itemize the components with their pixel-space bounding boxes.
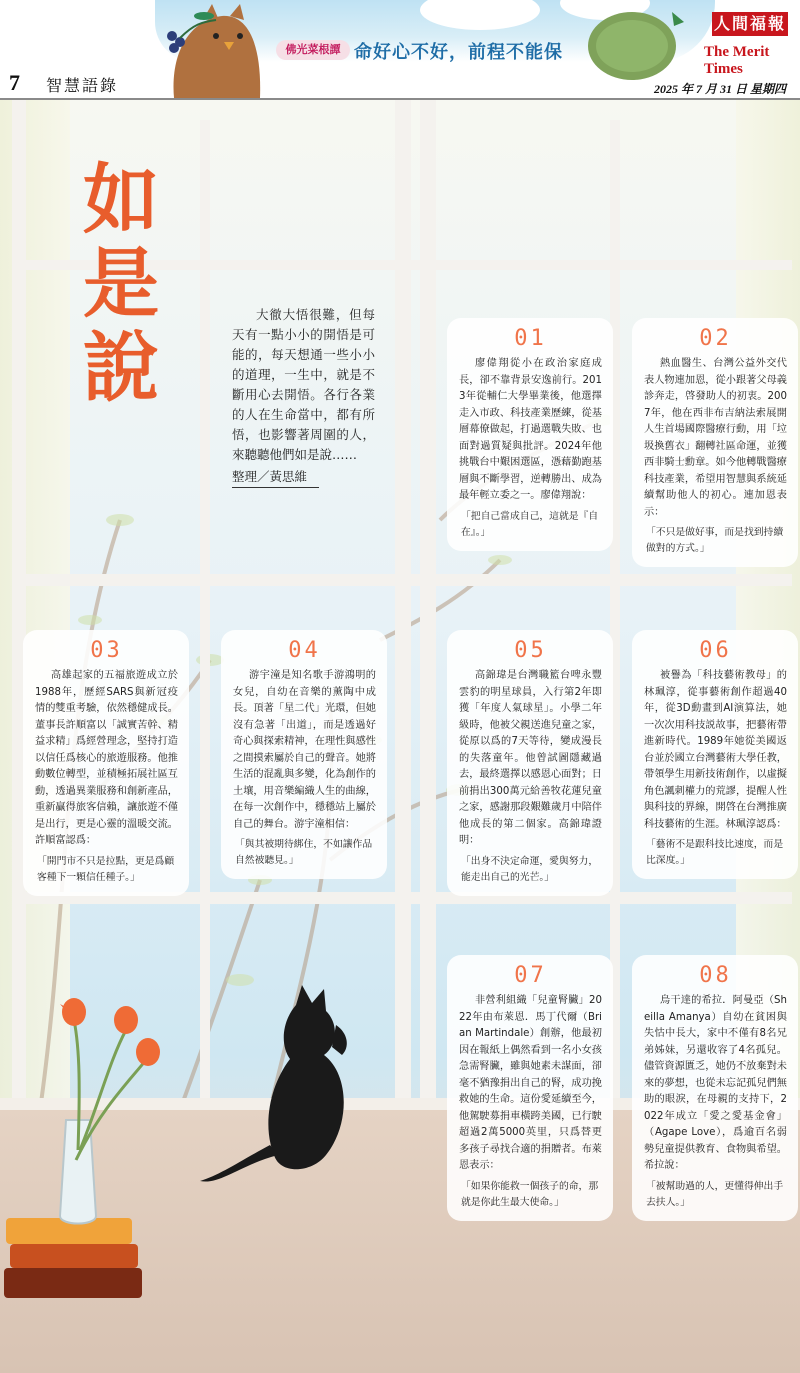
window-frame <box>12 574 792 586</box>
page-headline: 如是說 <box>83 155 159 412</box>
profile-card-03 <box>23 630 189 896</box>
card-body: 游宇潼是知名歌手游鴻明的女兒，自幼在音樂的薰陶中成長。頂著「星二代」光環，但她沒有急著「出道」，而是透過好奇心與探索精神，在理性與感性之間摸索屬於自己的聲音。她將生活的混亂與多變，化為創作的土壤，用音樂編織人生的曲線，在每一次創作中，穩穩站上屬於自己的舞台。游宇潼相信： <box>233 670 376 830</box>
card-number: 01 <box>514 326 547 351</box>
intro-text: 大徹大悟很難，但每天有一點小小的開悟是可能的，每天想通一些小小的道理，一生中，就是不斷用心去開悟。各行各業的人在生命當中，都有所悟，也影響著周圍的人，來聽聽他們如是說…… <box>232 307 375 462</box>
profile-card-04 <box>221 630 387 879</box>
profile-card-01 <box>447 318 613 551</box>
card-quote: 「被幫助過的人，更懂得伸出手去扶人。」 <box>646 1180 784 1208</box>
profile-card-08 <box>632 955 798 1221</box>
profile-card-06 <box>632 630 798 879</box>
section-name: 智慧語錄 <box>46 76 119 95</box>
page-header <box>0 0 800 100</box>
brand-logo: 人間福報 <box>712 12 788 36</box>
card-number: 05 <box>514 638 547 663</box>
card-body: 高雄起家的五福旅遊成立於1988年，歷經SARS與新冠疫情的雙重考驗，依然穩健成長。董事長許順富以「誠實苦幹、精益求精」爲經營理念，堅持打造以信任爲核心的旅遊服務。他推動數位轉型，並積極拓展社區互動，透過異業服務和創新產品，重新贏得旅客信賴，讓旅遊不僅是出行，更是心靈的溫暖交流。許順富認爲： <box>35 670 178 846</box>
card-number: 08 <box>699 963 732 988</box>
banner-title: 命好心不好，前程不能保 <box>354 42 563 63</box>
card-body: 被譽為「科技藝術教母」的林珮淳，從事藝術創作超過40年，從3D動畫到AI演算法，她一次次用科技説故事，把藝術帶進新時代。1989年她從美國返台並於國立台灣藝術大學任教，帶領學生用新技術創作，以虛擬角色諷刺權力的荒謬，提醒人性與科技的界線，開啓在台灣推廣科技藝術的生涯。林珮淳認爲： <box>644 670 787 830</box>
card-number: 04 <box>288 638 321 663</box>
card-body: 熱血醫生、台灣公益外交代表人物連加恩，從小跟著父母義診奔走，啓發助人的初衷。2007年，他在西非布吉納法索展開人生首場國際醫療行動，用「垃圾換舊衣」翻轉社區命運，並獲西非騎士勳章。如今他轉戰醫療科技產業，希望用智慧與系統延續幫助他人的初心。連加恩表示： <box>644 358 787 518</box>
card-body: 廖偉翔從小在政治家庭成長，卻不靠背景安逸前行。2013年從輔仁大學畢業後，他選擇走入市政、科技產業歷練，從基層幕僚做起，打過選戰失敗、也面對過質疑與批評。2024年他挑戰台中艱困選區，憑藉勤跑基層與不斷學習，逆轉勝出、成為最年輕立委之一。廖偉翔說： <box>459 358 602 501</box>
window-frame <box>395 100 411 1100</box>
card-number: 06 <box>699 638 732 663</box>
page-number: 7 <box>9 70 20 95</box>
card-number: 03 <box>90 638 123 663</box>
black-cat-illustration <box>200 985 360 1195</box>
card-body: 非營利組織「兒童腎臟」2022年由布萊恩．馬丁代爾（Brian Martindale）創辦，他最初因在報紙上偶然看到一名小女孩急需腎臟，雖與她素未謀面，卻毫不猶豫捐出自己的腎，成功挽救她的生命。這份愛延續至今，他駕駛募捐車橫跨美國，已行駛超過2萬5000英里，只爲替更多孩子尋找合適的捐贈者。布萊恩表示： <box>459 995 602 1171</box>
card-body: 高錦瑋是台灣職籃台啤永豐雲豹的明星球員，入行第2年即獲「年度人氣球星」。小學二年級時，他被父親送進兒童之家，從原以爲的7天等待，變成漫長的失落童年。他曾試圖隱藏過去，最終選擇以感恩心面對；日前捐出300萬元給善牧花蓮兒童之家，感謝那段艱難歲月中陪伴他成長的第二個家。高錦瑋證明： <box>459 670 602 846</box>
profile-card-05 <box>447 630 613 896</box>
card-quote: 「開門市不只是拉點，更是爲顧客種下一顆信任種子。」 <box>37 855 175 883</box>
intro-credit: 整理／黃思維 <box>232 467 319 488</box>
profile-card-02 <box>632 318 798 567</box>
card-quote: 「藝術不是跟科技比速度，而是比深度。」 <box>646 839 784 866</box>
card-quote: 「如果你能救一個孩子的命，那就是你此生最大使命。」 <box>461 1180 599 1208</box>
profile-card-07 <box>447 955 613 1221</box>
book-stack <box>4 1268 142 1298</box>
card-quote: 「不只是做好事，而是找到持續做對的方式。」 <box>646 527 784 554</box>
column-badge: 佛光菜根譚 <box>276 40 350 60</box>
tulip-vase-illustration <box>30 990 170 1230</box>
card-number: 07 <box>514 963 547 988</box>
card-number: 02 <box>699 326 732 351</box>
brand-english: The Merit Times <box>704 44 770 77</box>
card-body: 烏干達的希拉．阿曼亞（Sheilla Amanya）自幼在貧困與失怙中長大，家中不僅有8名兄弟姊妹，另還收容了4名孤兒。儘管資源匱乏，她仍不放棄對未來的夢想，也從未忘記孤兒們無助的眼淚，在母親的支持下，2022年成立「愛之愛基金會」（Agape Love），爲逾百名弱勢兒童提供教育、食物與希望。希拉說： <box>644 995 787 1171</box>
card-quote: 「出身不決定命運，愛與努力，能走出自己的光芒。」 <box>461 855 599 883</box>
bird-illustration <box>160 2 270 98</box>
book-stack <box>10 1244 138 1268</box>
window-frame <box>12 100 26 1100</box>
dateline: 2025 年 7 月 31 日 星期四 <box>653 82 786 96</box>
fruit-illustration <box>580 4 690 84</box>
card-quote: 「與其被期待綁住，不如讓作品自然被聽見。」 <box>235 839 373 866</box>
window-frame <box>420 100 436 1100</box>
intro-block <box>232 305 375 488</box>
card-quote: 「把自己當成自己，這就是『自在』。」 <box>461 510 599 538</box>
